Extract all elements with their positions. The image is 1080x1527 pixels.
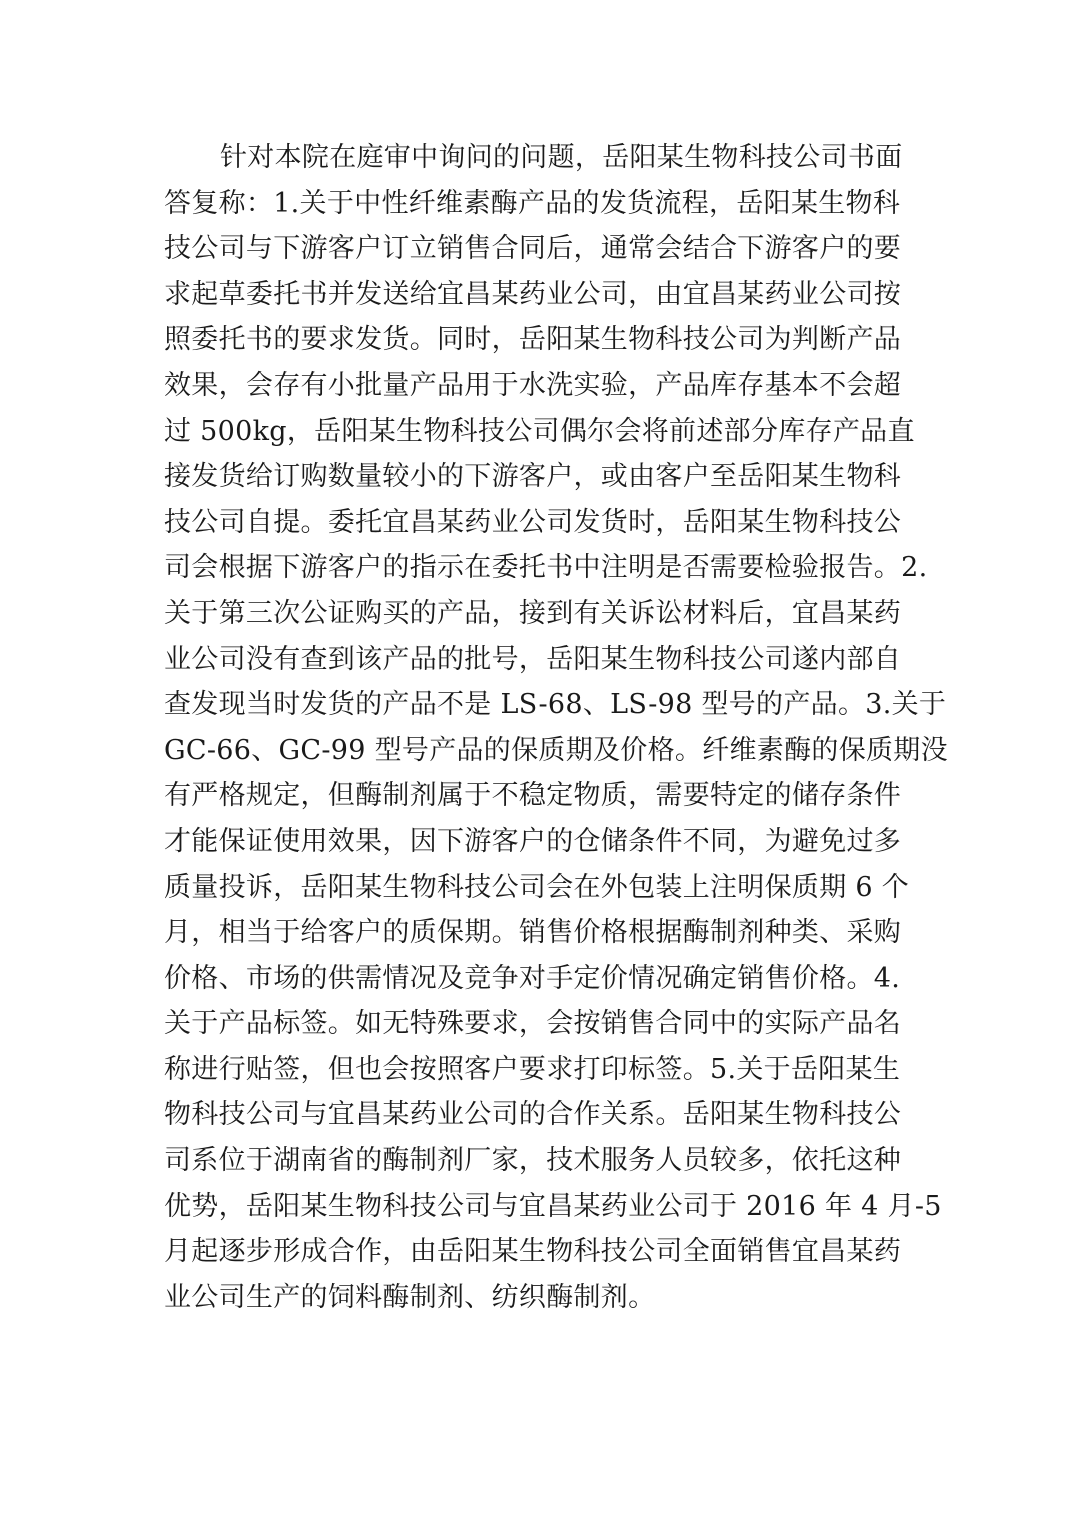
paragraph-line: 接发货给订购数量较小的下游客户，或由客户至岳阳某生物科 [164,461,902,493]
paragraph-line: 司会根据下游客户的指示在委托书中注明是否需要检验报告。2. [164,552,928,584]
paragraph-line: 效果，会存有小批量产品用于水洗实验，产品库存基本不会超 [164,369,902,401]
paragraph-line: 查发现当时发货的产品不是 LS-68、LS-98 型号的产品。3.关于 [164,689,947,721]
paragraph-line: 答复称：1.关于中性纤维素酶产品的发货流程，岳阳某生物科 [164,187,901,219]
paragraph-line: 物科技公司与宜昌某药业公司的合作关系。岳阳某生物科技公 [164,1099,902,1131]
paragraph-line: 业公司没有查到该产品的批号，岳阳某生物科技公司遂内部自 [164,643,902,675]
paragraph-line: 关于第三次公证购买的产品，接到有关诉讼材料后，宜昌某药 [164,597,902,629]
paragraph-line: 业公司生产的饲料酶制剂、纺织酶制剂。 [164,1281,656,1313]
body-paragraph [164,135,948,1320]
paragraph-line: 照委托书的要求发货。同时，岳阳某生物科技公司为判断产品 [164,324,902,356]
paragraph-line: 过 500kg，岳阳某生物科技公司偶尔会将前述部分库存产品直 [164,415,915,447]
paragraph-line: 称进行贴签，但也会按照客户要求打印标签。5.关于岳阳某生 [164,1053,901,1085]
paragraph-line: 针对本院在庭审中询问的问题，岳阳某生物科技公司书面 [220,142,903,173]
paragraph-line: 优势，岳阳某生物科技公司与宜昌某药业公司于 2016 年 4 月-5 [164,1190,942,1222]
paragraph-line: 技公司与下游客户订立销售合同后，通常会结合下游客户的要 [164,233,902,265]
paragraph-line: 月起逐步形成合作，由岳阳某生物科技公司全面销售宜昌某药 [164,1236,902,1268]
paragraph-line: 求起草委托书并发送给宜昌某药业公司，由宜昌某药业公司按 [164,278,902,310]
paragraph-line: 才能保证使用效果，因下游客户的仓储条件不同，为避免过多 [164,825,902,857]
paragraph-line: 月，相当于给客户的质保期。销售价格根据酶制剂种类、采购 [164,917,902,949]
paragraph-line: 司系位于湖南省的酶制剂厂家，技术服务人员较多，依托这种 [164,1145,902,1177]
paragraph-line: 关于产品标签。如无特殊要求，会按销售合同中的实际产品名 [164,1008,902,1040]
paragraph-line: 技公司自提。委托宜昌某药业公司发货时，岳阳某生物科技公 [164,506,902,538]
paragraph-line: GC-66、GC-99 型号产品的保质期及价格。纤维素酶的保质期没 [164,734,948,766]
paragraph-line: 质量投诉，岳阳某生物科技公司会在外包装上注明保质期 6 个 [164,871,910,903]
paragraph-line: 有严格规定，但酶制剂属于不稳定物质，需要特定的储存条件 [164,780,902,812]
paragraph-line: 价格、市场的供需情况及竞争对手定价情况确定销售价格。4. [164,962,901,994]
